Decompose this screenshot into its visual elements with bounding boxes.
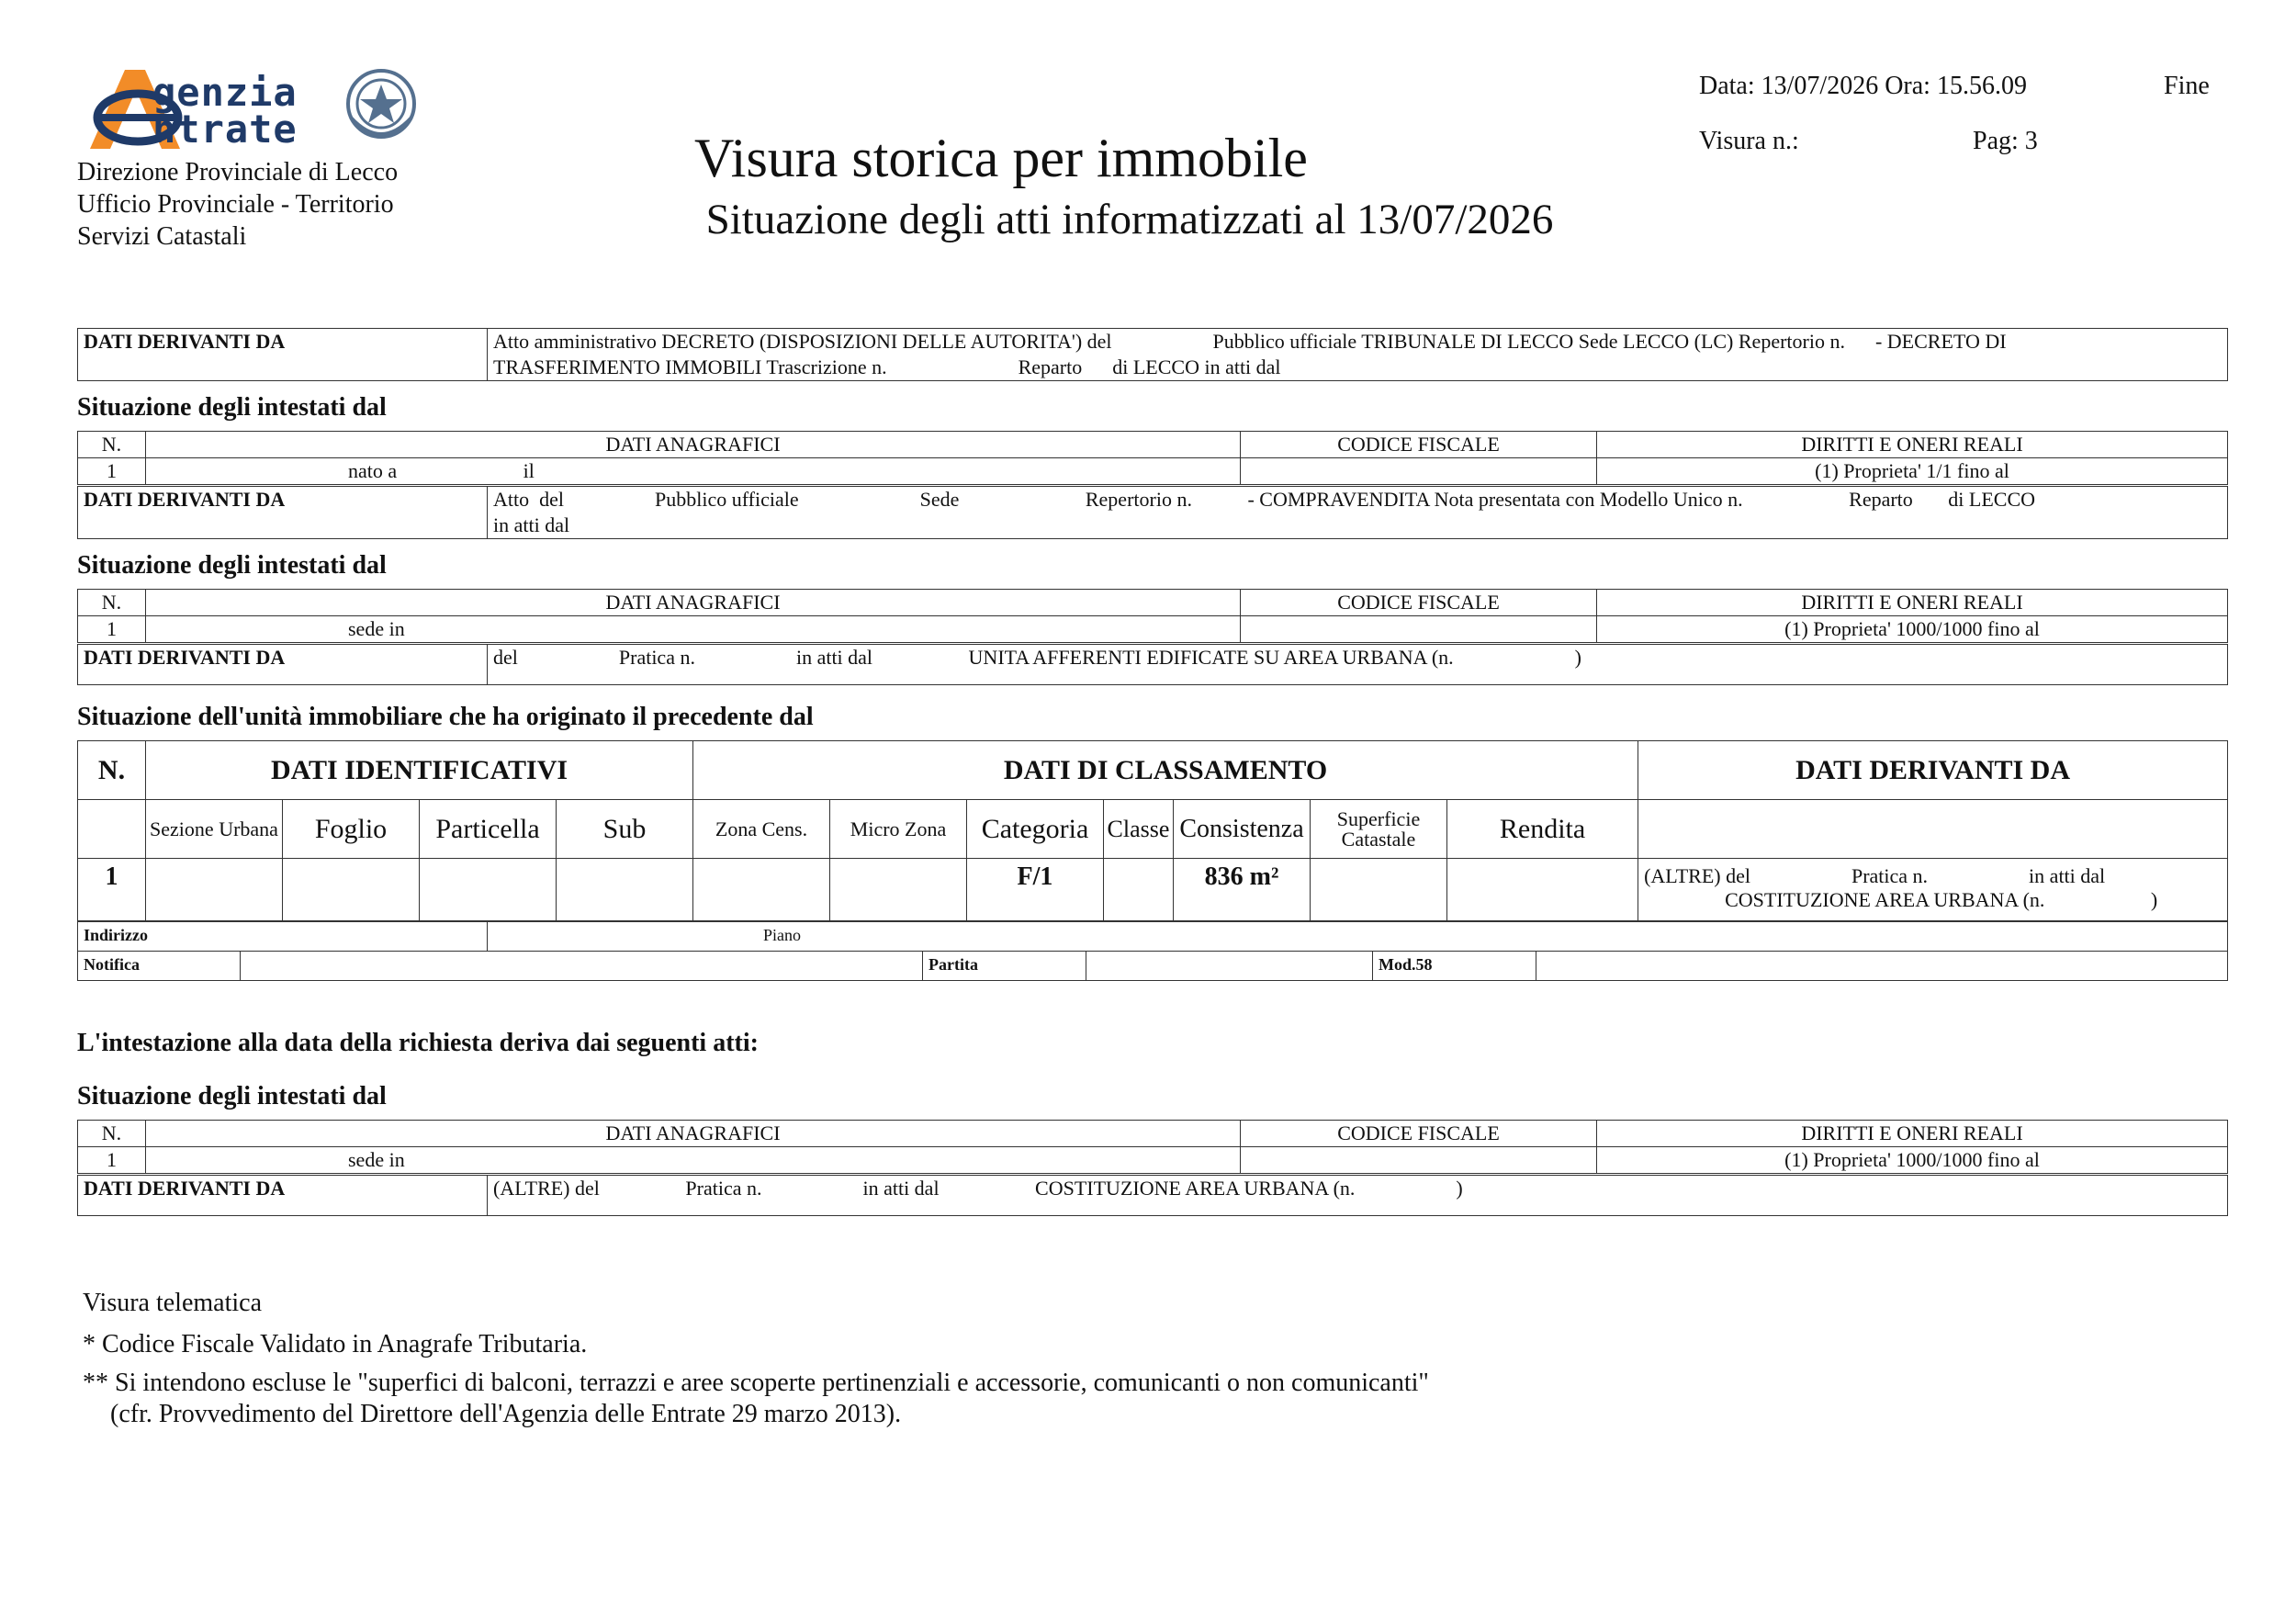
derivanti-line: COSTITUZIONE AREA URBANA (n. ) bbox=[1644, 888, 2158, 911]
office-line: Ufficio Provinciale - Territorio bbox=[77, 190, 394, 219]
col-anagrafici: DATI ANAGRAFICI bbox=[146, 432, 1241, 458]
derivanti-table-2 bbox=[77, 644, 2228, 685]
col-sezione-urbana: Sezione Urbana bbox=[146, 800, 283, 859]
cell-derivanti bbox=[1638, 859, 2228, 921]
derivanti-line: Atto amministrativo DECRETO (DISPOSIZIONI DELLE AUTORITA') del Pubblico ufficiale TRIBUNALE DI LECCO Sede LECCO (LC) Repertorio n. - DECRETO DI bbox=[493, 330, 2007, 353]
section-title: Situazione degli intestati dal bbox=[77, 393, 387, 422]
derivanti-line: in atti dal bbox=[493, 513, 570, 536]
row-n: 1 bbox=[78, 859, 146, 921]
col-zona-cens: Zona Cens. bbox=[693, 800, 830, 859]
indirizzo-table bbox=[77, 921, 2228, 952]
row-n: 1 bbox=[78, 1147, 146, 1174]
office-block bbox=[77, 156, 398, 253]
col-classamento: DATI DI CLASSAMENTO bbox=[693, 741, 1638, 800]
visura-number-label: Visura n.: bbox=[1699, 127, 1799, 155]
cell-rendita bbox=[1447, 859, 1638, 921]
partita-value bbox=[1086, 952, 1373, 981]
col-n: N. bbox=[78, 432, 146, 458]
cell-sezione bbox=[146, 859, 283, 921]
derivanti-text: del Pratica n. in atti dal UNITA AFFERENTI EDIFICATE SU AREA URBANA (n. ) bbox=[488, 645, 2228, 685]
date-time: Data: 13/07/2026 Ora: 15.56.09 bbox=[1699, 72, 2027, 100]
office-line: Direzione Provinciale di Lecco bbox=[77, 158, 399, 186]
derivanti-line: Atto del Pubblico ufficiale Sede Repertorio n. - COMPRAVENDITA Nota presentata con Modello Unico n. Reparto di LECCO bbox=[493, 488, 2036, 511]
fine-label: Fine bbox=[2164, 72, 2210, 100]
derivanti-label: DATI DERIVANTI DA bbox=[78, 329, 488, 381]
notifica-value bbox=[241, 952, 923, 981]
row-anagrafici: nato a il bbox=[146, 458, 1241, 485]
piano-label: Piano bbox=[488, 922, 2228, 952]
row-n: 1 bbox=[78, 458, 146, 485]
footer-line: Visura telematica bbox=[83, 1289, 263, 1317]
derivanti-label: DATI DERIVANTI DA bbox=[78, 645, 488, 685]
col-codice-fiscale: CODICE FISCALE bbox=[1241, 1121, 1597, 1147]
section-title: Situazione degli intestati dal bbox=[77, 1082, 387, 1110]
indirizzo-label: Indirizzo bbox=[78, 922, 488, 952]
col-n-empty bbox=[78, 800, 146, 859]
row-codice-fiscale bbox=[1241, 458, 1597, 485]
derivanti-text bbox=[488, 329, 2228, 381]
cell-zona bbox=[693, 859, 830, 921]
logo-text-top: genzia bbox=[152, 70, 298, 115]
mod58-label: Mod.58 bbox=[1373, 952, 1536, 981]
col-classe: Classe bbox=[1104, 800, 1174, 859]
col-consistenza: Consistenza bbox=[1174, 800, 1311, 859]
col-codice-fiscale: CODICE FISCALE bbox=[1241, 590, 1597, 616]
intestati-table-1 bbox=[77, 431, 2228, 485]
col-diritti: DIRITTI E ONERI REALI bbox=[1597, 1121, 2228, 1147]
cell-superficie bbox=[1311, 859, 1447, 921]
col-sub: Sub bbox=[557, 800, 693, 859]
col-anagrafici: DATI ANAGRAFICI bbox=[146, 590, 1241, 616]
col-superficie-catastale: Superficie Catastale bbox=[1311, 800, 1447, 859]
col-n: N. bbox=[78, 741, 146, 800]
col-rendita: Rendita bbox=[1447, 800, 1638, 859]
col-identificativi: DATI IDENTIFICATIVI bbox=[146, 741, 693, 800]
unit-table bbox=[77, 740, 2228, 921]
intestazione-title: L'intestazione alla data della richiesta deriva dai seguenti atti: bbox=[77, 1029, 759, 1057]
notifica-table bbox=[77, 951, 2228, 981]
derivanti-text bbox=[488, 487, 2228, 539]
derivanti-line: TRASFERIMENTO IMMOBILI Trascrizione n. Reparto di LECCO in atti dal bbox=[493, 355, 1281, 378]
col-categoria: Categoria bbox=[967, 800, 1104, 859]
col-codice-fiscale: CODICE FISCALE bbox=[1241, 432, 1597, 458]
footer-line: ** Si intendono escluse le "superfici di balconi, terrazzi e aree scoperte pertinenziali e accessorie, comunicanti o non comunicanti" bbox=[83, 1369, 1429, 1397]
section-title: Situazione dell'unità immobiliare che ha originato il precedente dal bbox=[77, 703, 814, 731]
notifica-label: Notifica bbox=[78, 952, 241, 981]
row-diritti: (1) Proprieta' 1/1 fino al bbox=[1597, 458, 2228, 485]
footer-line: * Codice Fiscale Validato in Anagrafe Tributaria. bbox=[83, 1330, 588, 1358]
top-derivanti-table bbox=[77, 328, 2228, 381]
agenzia-entrate-logo bbox=[81, 64, 421, 156]
derivanti-table-3 bbox=[77, 1175, 2228, 1216]
derivanti-text: (ALTRE) del Pratica n. in atti dal COSTITUZIONE AREA URBANA (n. ) bbox=[488, 1176, 2228, 1216]
row-anagrafici: sede in bbox=[146, 1147, 1241, 1174]
row-codice-fiscale bbox=[1241, 1147, 1597, 1174]
row-anagrafici: sede in bbox=[146, 616, 1241, 643]
col-diritti: DIRITTI E ONERI REALI bbox=[1597, 432, 2228, 458]
col-diritti: DIRITTI E ONERI REALI bbox=[1597, 590, 2228, 616]
office-line: Servizi Catastali bbox=[77, 222, 247, 251]
row-diritti: (1) Proprieta' 1000/1000 fino al bbox=[1597, 616, 2228, 643]
footer-line: (cfr. Provvedimento del Direttore dell'Agenzia delle Entrate 29 marzo 2013). bbox=[110, 1400, 902, 1428]
cell-consistenza: 836 m² bbox=[1174, 859, 1311, 921]
section-title: Situazione degli intestati dal bbox=[77, 551, 387, 580]
republic-emblem-icon bbox=[342, 62, 421, 145]
row-codice-fiscale bbox=[1241, 616, 1597, 643]
row-diritti: (1) Proprieta' 1000/1000 fino al bbox=[1597, 1147, 2228, 1174]
col-micro-zona: Micro Zona bbox=[830, 800, 967, 859]
derivanti-label: DATI DERIVANTI DA bbox=[78, 487, 488, 539]
derivanti-label: DATI DERIVANTI DA bbox=[78, 1176, 488, 1216]
partita-label: Partita bbox=[923, 952, 1086, 981]
col-n: N. bbox=[78, 1121, 146, 1147]
cell-particella bbox=[420, 859, 557, 921]
page-number: Pag: 3 bbox=[1973, 127, 2038, 155]
col-foglio: Foglio bbox=[283, 800, 420, 859]
page-title: Visura storica per immobile bbox=[694, 128, 1308, 188]
derivanti-line: (ALTRE) del Pratica n. in atti dal bbox=[1644, 864, 2106, 887]
intestati-table-2 bbox=[77, 589, 2228, 643]
row-n: 1 bbox=[78, 616, 146, 643]
mod58-value bbox=[1536, 952, 2228, 981]
cell-micro-zona bbox=[830, 859, 967, 921]
derivanti-table-1 bbox=[77, 486, 2228, 539]
cell-categoria: F/1 bbox=[967, 859, 1104, 921]
col-anagrafici: DATI ANAGRAFICI bbox=[146, 1121, 1241, 1147]
cell-foglio bbox=[283, 859, 420, 921]
cell-classe bbox=[1104, 859, 1174, 921]
col-particella: Particella bbox=[420, 800, 557, 859]
col-n: N. bbox=[78, 590, 146, 616]
logo-text-bottom: ntrate bbox=[152, 107, 298, 152]
footer-notes bbox=[83, 1285, 1429, 1430]
cell-sub bbox=[557, 859, 693, 921]
col-derivanti-empty bbox=[1638, 800, 2228, 859]
intestati-table-3 bbox=[77, 1120, 2228, 1174]
col-derivanti: DATI DERIVANTI DA bbox=[1638, 741, 2228, 800]
page-subtitle: Situazione degli atti informatizzati al 13/07/2026 bbox=[705, 196, 1554, 243]
